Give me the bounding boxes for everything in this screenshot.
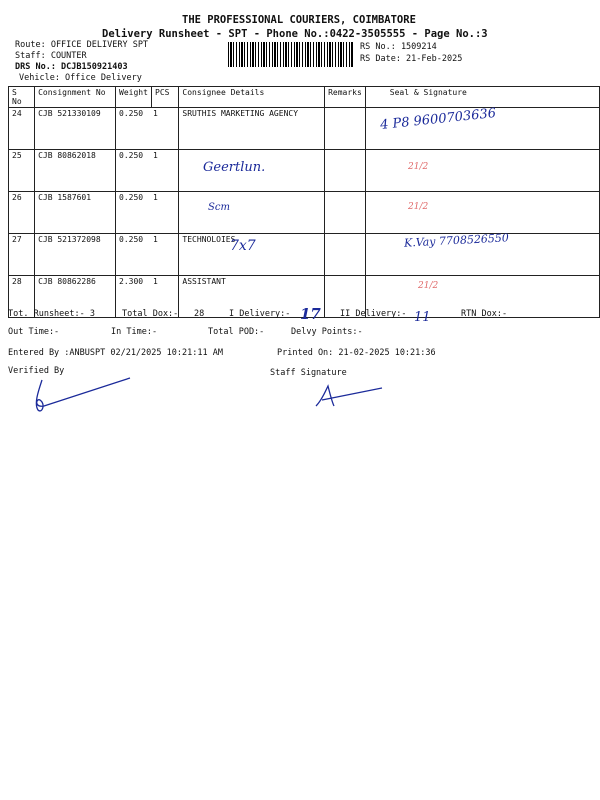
cell-seal xyxy=(365,150,599,192)
row24-signature: 4 P8 9600703636 xyxy=(379,105,497,134)
cell-sno: 24 xyxy=(9,108,35,150)
tot-runsheet: Tot. Runsheet:- 3 xyxy=(8,309,95,319)
table-row xyxy=(9,234,600,276)
row27-signature: K.Vay 7708526550 xyxy=(403,231,510,250)
table-row xyxy=(9,150,600,192)
verified-by-label: Verified By xyxy=(8,366,65,376)
cell-weight-pcs xyxy=(116,192,179,234)
cell-sno: 26 xyxy=(9,192,35,234)
row26-stamp-mark: 21/2 xyxy=(408,202,429,212)
cell-weight: 2.300 xyxy=(119,277,144,286)
runsheet-subtitle: Delivery Runsheet - SPT - Phone No.:0422-3505555 - Page No.:3 xyxy=(102,28,488,40)
cell-sno: 25 xyxy=(9,150,35,192)
company-name: THE PROFESSIONAL COURIERS, COIMBATORE xyxy=(182,14,416,26)
cell-weight: 0.250 xyxy=(119,151,144,160)
cell-pcs: 1 xyxy=(153,235,158,244)
vehicle-label: Vehicle: Office Delivery xyxy=(19,73,142,83)
col-sno: S No xyxy=(9,87,35,108)
staff-signature-label: Staff Signature xyxy=(270,368,347,378)
cell-weight: 0.250 xyxy=(119,109,144,118)
cell-pcs: 1 xyxy=(153,277,158,286)
cell-weight: 0.250 xyxy=(119,193,144,202)
cell-weight-pcs xyxy=(116,234,179,276)
i-delivery-label: I Delivery:- xyxy=(229,309,291,319)
cell-consignment: CJB 1587601 xyxy=(35,192,116,234)
cell-consignee xyxy=(179,192,325,234)
cell-consignee: SRUTHIS MARKETING AGENCY xyxy=(179,108,325,150)
cell-weight-pcs xyxy=(116,108,179,150)
col-pcs: PCS xyxy=(152,87,179,108)
staff-label: Staff: COUNTER xyxy=(15,51,87,61)
i-delivery-value: 17 xyxy=(300,305,321,323)
cell-consignment: CJB 521372098 xyxy=(35,234,116,276)
route-label: Route: OFFICE DELIVERY SPT xyxy=(15,40,149,50)
cell-remarks xyxy=(325,150,366,192)
row25-stamp-mark: 21/2 xyxy=(408,162,429,172)
row28-stamp-mark: 21/2 xyxy=(418,281,439,291)
cell-remarks xyxy=(325,108,366,150)
col-consignment: Consignment No xyxy=(35,87,116,108)
staff-signature xyxy=(312,382,392,412)
table-header-row xyxy=(9,87,600,108)
printed-on: Printed On: 21-02-2025 10:21:36 xyxy=(277,348,436,358)
row27-receiver-signature: 7x7 xyxy=(230,238,256,254)
ii-delivery-label: II Delivery:- xyxy=(340,309,407,319)
cell-sno: 28 xyxy=(9,276,35,318)
rs-date: RS Date: 21-Feb-2025 xyxy=(360,54,463,64)
runsheet-table xyxy=(8,86,600,318)
drs-number: DRS No.: DCJB150921403 xyxy=(15,62,128,72)
cell-weight: 0.250 xyxy=(119,235,144,244)
cell-consignment: CJB 80862286 xyxy=(35,276,116,318)
cell-remarks xyxy=(325,234,366,276)
entered-by: Entered By :ANBUSPT 02/21/2025 10:21:11 AM xyxy=(8,348,223,358)
table-row xyxy=(9,108,600,150)
row26-receiver-signature: Scm xyxy=(208,202,230,213)
cell-pcs: 1 xyxy=(153,193,158,202)
col-seal: Seal & Signature xyxy=(365,87,599,108)
cell-consignment: CJB 521330109 xyxy=(35,108,116,150)
cell-sno: 27 xyxy=(9,234,35,276)
row25-receiver-signature: Geertlun. xyxy=(203,160,266,175)
cell-seal xyxy=(365,192,599,234)
col-weight: Weight xyxy=(116,87,152,108)
verified-by-signature xyxy=(30,374,140,424)
cell-pcs: 1 xyxy=(153,151,158,160)
rtn-dox-label: RTN Dox:- xyxy=(461,309,508,319)
ii-delivery-value: 11 xyxy=(414,310,431,325)
col-consignee: Consignee Details xyxy=(179,87,325,108)
total-dox-label: Total Dox:- xyxy=(122,309,179,319)
in-time: In Time:- xyxy=(111,327,158,337)
cell-remarks xyxy=(325,192,366,234)
barcode xyxy=(228,42,353,67)
total-pod: Total POD:- xyxy=(208,327,265,337)
rs-number: RS No.: 1509214 xyxy=(360,42,437,52)
col-remarks: Remarks xyxy=(325,87,366,108)
out-time: Out Time:- xyxy=(8,327,60,337)
cell-consignment: CJB 80862018 xyxy=(35,150,116,192)
cell-weight-pcs xyxy=(116,150,179,192)
total-dox-value: 28 xyxy=(194,309,205,319)
cell-consignee: TECHNOLOIES xyxy=(179,234,325,276)
cell-consignee: ASSISTANT xyxy=(179,276,325,318)
cell-pcs: 1 xyxy=(153,109,158,118)
table-row xyxy=(9,192,600,234)
delvy-points: Delvy Points:- xyxy=(291,327,363,337)
